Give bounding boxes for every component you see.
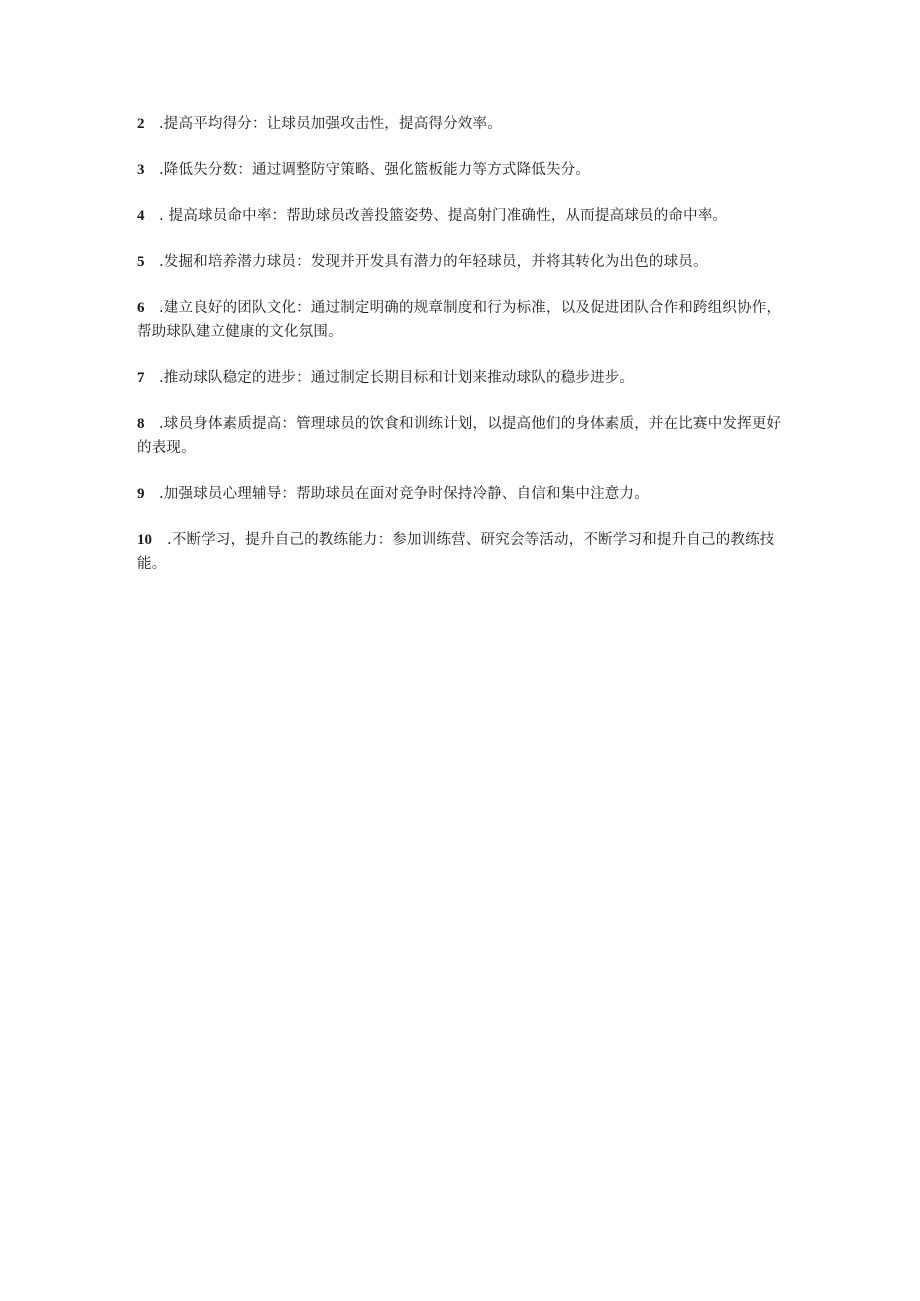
- item-text: .发掘和培养潜力球员：发现并开发具有潜力的年轻球员，并将其转化为出色的球员。: [159, 254, 708, 270]
- item-number: 3: [137, 162, 145, 178]
- list-item: [137, 528, 787, 576]
- list-item: [137, 366, 787, 390]
- item-text: .建立良好的团队文化：通过制定明确的规章制度和行为标准，以及促进团队合作和跨组织协作，帮助球队建立健康的文化氛围。: [137, 300, 782, 340]
- item-number: 4: [137, 208, 145, 224]
- item-text: .加强球员心理辅导：帮助球员在面对竞争时保持冷静、自信和集中注意力。: [159, 486, 649, 502]
- item-text: .提高平均得分：让球员加强攻击性，提高得分效率。: [159, 116, 502, 132]
- list-item: [137, 112, 787, 136]
- item-text: .降低失分数：通过调整防守策略、强化篮板能力等方式降低失分。: [159, 162, 591, 178]
- item-text: .推动球队稳定的进步：通过制定长期目标和计划来推动球队的稳步进步。: [159, 370, 635, 386]
- numbered-list: [137, 112, 787, 598]
- item-number: 10: [137, 532, 152, 548]
- item-number: 6: [137, 300, 145, 316]
- item-text: .球员身体素质提高：管理球员的饮食和训练计划，以提高他们的身体素质，并在比赛中发挥更好的表现。: [137, 416, 782, 456]
- list-item: [137, 158, 787, 182]
- list-item: [137, 250, 787, 274]
- list-item: [137, 482, 787, 506]
- item-number: 7: [137, 370, 145, 386]
- item-number: 8: [137, 416, 145, 432]
- item-number: 5: [137, 254, 145, 270]
- item-number: 2: [137, 116, 145, 132]
- list-item: [137, 204, 787, 228]
- item-number: 9: [137, 486, 145, 502]
- list-item: [137, 296, 787, 344]
- list-item: [137, 412, 787, 460]
- item-text: .不断学习，提升自己的教练能力：参加训练营、研究会等活动，不断学习和提升自己的教练技能。: [137, 532, 775, 572]
- item-text: . 提高球员命中率：帮助球员改善投篮姿势、提高射门准确性，从而提高球员的命中率。: [159, 208, 728, 224]
